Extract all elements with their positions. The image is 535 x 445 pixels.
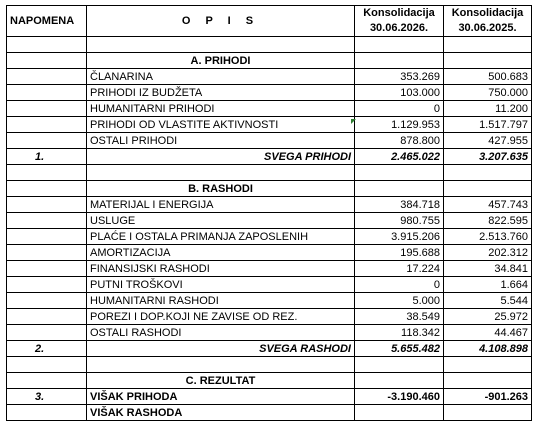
row-value-2026: 384.718 xyxy=(355,197,444,213)
row-note xyxy=(7,293,87,309)
visak-prihoda-2025: -901.263 xyxy=(444,389,532,405)
row-label: MATERIJAL I ENERGIJA xyxy=(87,197,355,213)
row-label: AMORTIZACIJA xyxy=(87,245,355,261)
row-value-2025: 1.664 xyxy=(444,277,532,293)
table-row xyxy=(7,213,532,229)
row-label: PRIHODI OD VLASTITE AKTIVNOSTI xyxy=(87,117,355,133)
table-row xyxy=(7,293,532,309)
row-label: POREZI I DOP.KOJI NE ZAVISE OD REZ. xyxy=(87,309,355,325)
row-note xyxy=(7,117,87,133)
row-label: OSTALI RASHODI xyxy=(87,325,355,341)
row-value-2025: 457.743 xyxy=(444,197,532,213)
row-note xyxy=(7,245,87,261)
row-value-2025: 427.955 xyxy=(444,133,532,149)
row-value-2026: 878.800 xyxy=(355,133,444,149)
prihodi-rows xyxy=(7,69,532,149)
row-label: HUMANITARNI RASHODI xyxy=(87,293,355,309)
row-note xyxy=(7,325,87,341)
row-label: FINANSIJSKI RASHODI xyxy=(87,261,355,277)
row-value-2026: 3.915.206 xyxy=(355,229,444,245)
header-col2-date: 30.06.2025. xyxy=(458,22,517,34)
spacer-row xyxy=(7,37,532,53)
table-row xyxy=(7,245,532,261)
total-rashodi-2025: 4.108.898 xyxy=(444,341,532,357)
row-value-2026: 195.688 xyxy=(355,245,444,261)
row-value-2026: 38.549 xyxy=(355,309,444,325)
rashodi-rows xyxy=(7,197,532,341)
table-row xyxy=(7,85,532,101)
row-value-2026: 0 xyxy=(355,101,444,117)
section-rezultat-row xyxy=(7,373,532,389)
row-note xyxy=(7,85,87,101)
table-row xyxy=(7,197,532,213)
total-prihodi-note: 1. xyxy=(7,149,87,165)
total-rashodi-label: SVEGA RASHODI xyxy=(87,341,355,357)
table-row xyxy=(7,133,532,149)
row-label: PLAĆE I OSTALA PRIMANJA ZAPOSLENIH xyxy=(87,229,355,245)
section-title-rashodi: B. RASHODI xyxy=(87,181,355,197)
table-row xyxy=(7,229,532,245)
row-value-2026: 5.000 xyxy=(355,293,444,309)
section-prihodi-row xyxy=(7,53,532,69)
table-row xyxy=(7,69,532,85)
spacer-row xyxy=(7,165,532,181)
row-note xyxy=(7,133,87,149)
row-value-2025: 11.200 xyxy=(444,101,532,117)
total-rashodi-note: 2. xyxy=(7,341,87,357)
row-label: HUMANITARNI PRIHODI xyxy=(87,101,355,117)
row-value-2025: 1.517.797 xyxy=(444,117,532,133)
row-note xyxy=(7,197,87,213)
section-rashodi-row xyxy=(7,181,532,197)
row-note xyxy=(7,213,87,229)
row-value-2026: 1.129.953 xyxy=(355,117,444,133)
row-note xyxy=(7,229,87,245)
row-value-2025: 822.595 xyxy=(444,213,532,229)
header-row xyxy=(7,6,532,37)
row-label: USLUGE xyxy=(87,213,355,229)
total-prihodi-2026: 2.465.022 xyxy=(355,149,444,165)
table-row xyxy=(7,277,532,293)
section-title-rezultat: C. REZULTAT xyxy=(87,373,355,389)
spacer-row xyxy=(7,357,532,373)
table-row xyxy=(7,117,532,133)
row-value-2025: 25.972 xyxy=(444,309,532,325)
visak-prihoda-label: VIŠAK PRIHODA xyxy=(87,389,355,405)
row-value-2025: 500.683 xyxy=(444,69,532,85)
row-note xyxy=(7,69,87,85)
header-napomena: NAPOMENA xyxy=(7,6,87,37)
header-col2-title: Konsolidacija xyxy=(451,7,524,19)
row-value-2026: 17.224 xyxy=(355,261,444,277)
visak-prihoda-2026: -3.190.460 xyxy=(355,389,444,405)
row-value-2026: 103.000 xyxy=(355,85,444,101)
row-label: ČLANARINA xyxy=(87,69,355,85)
table-row xyxy=(7,325,532,341)
header-col1-title: Konsolidacija xyxy=(363,7,435,19)
row-note xyxy=(7,261,87,277)
row-value-2026: 118.342 xyxy=(355,325,444,341)
section-title-prihodi: A. PRIHODI xyxy=(87,53,355,69)
row-value-2026: 0 xyxy=(355,277,444,293)
visak-rashoda-row xyxy=(7,405,532,421)
table-row xyxy=(7,261,532,277)
row-label: PUTNI TROŠKOVI xyxy=(87,277,355,293)
row-label: OSTALI PRIHODI xyxy=(87,133,355,149)
row-note xyxy=(7,277,87,293)
header-col1-date: 30.06.2026. xyxy=(369,22,429,34)
header-opis: O P I S xyxy=(87,6,355,37)
visak-prihoda-row xyxy=(7,389,532,405)
table-row xyxy=(7,309,532,325)
row-value-2026: 980.755 xyxy=(355,213,444,229)
row-note xyxy=(7,309,87,325)
total-prihodi-label: SVEGA PRIHODI xyxy=(87,149,355,165)
total-prihodi-2025: 3.207.635 xyxy=(444,149,532,165)
financial-statement-table xyxy=(6,5,532,421)
row-value-2025: 34.841 xyxy=(444,261,532,277)
visak-prihoda-note: 3. xyxy=(7,389,87,405)
cell-comment-marker xyxy=(351,119,356,124)
row-value-2025: 44.467 xyxy=(444,325,532,341)
row-label: PRIHODI IZ BUDŽETA xyxy=(87,85,355,101)
total-rashodi-2026: 5.655.482 xyxy=(355,341,444,357)
row-note xyxy=(7,101,87,117)
visak-rashoda-label: VIŠAK RASHODA xyxy=(87,405,355,421)
table-row xyxy=(7,101,532,117)
header-period-2025 xyxy=(444,6,532,37)
row-value-2025: 2.513.760 xyxy=(444,229,532,245)
row-value-2025: 5.544 xyxy=(444,293,532,309)
total-rashodi-row xyxy=(7,341,532,357)
row-value-2025: 202.312 xyxy=(444,245,532,261)
total-prihodi-row xyxy=(7,149,532,165)
row-value-2025: 750.000 xyxy=(444,85,532,101)
row-value-2026: 353.269 xyxy=(355,69,444,85)
header-period-2026 xyxy=(355,6,444,37)
